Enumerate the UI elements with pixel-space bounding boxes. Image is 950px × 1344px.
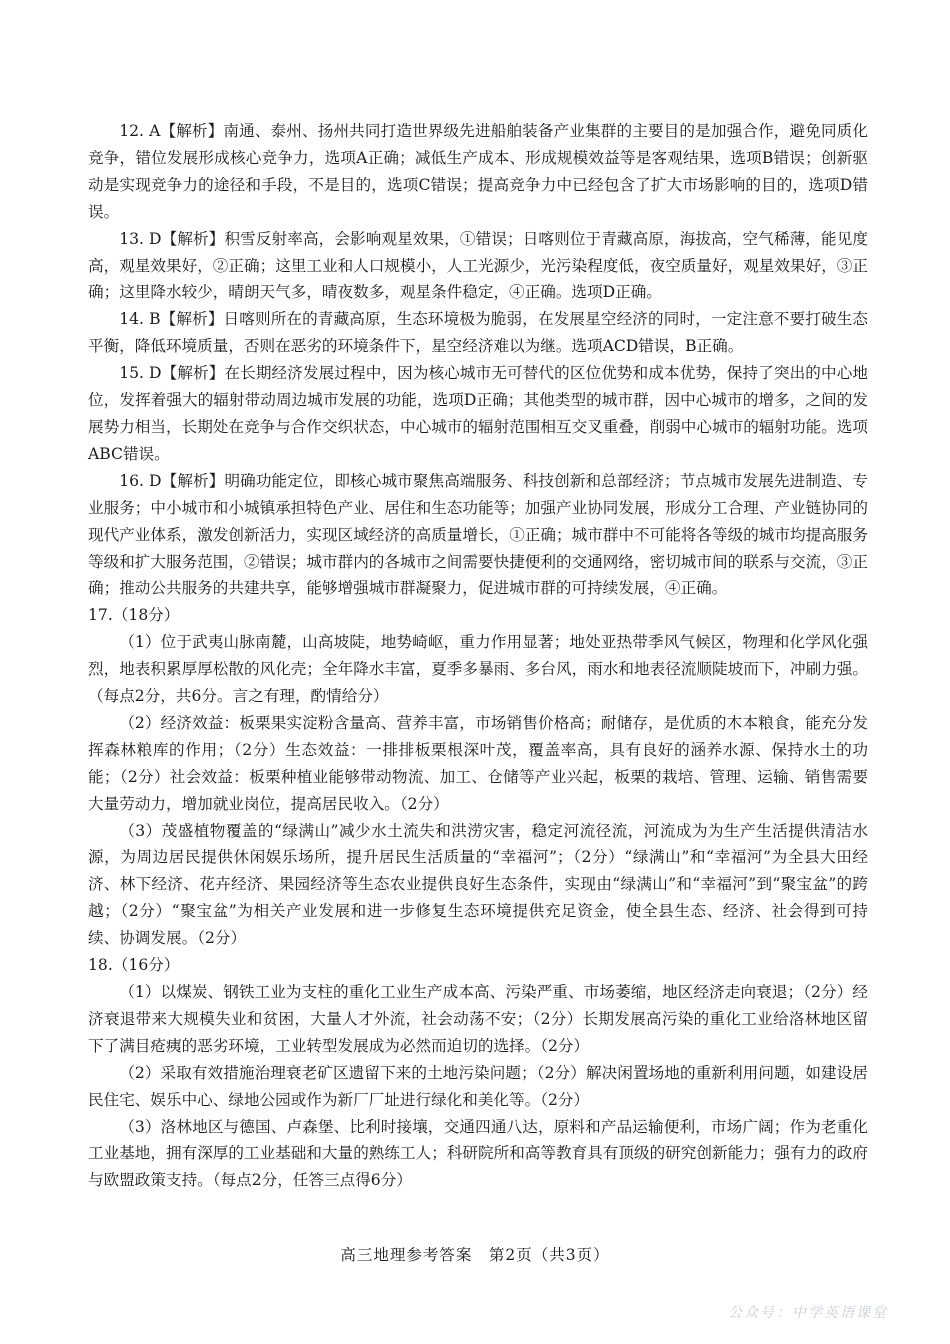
answer-17-part-2: （2）经济效益：板栗果实淀粉含量高、营养丰富，市场销售价格高；耐储存，是优质的木本粮食，能充分发挥森林粮库的作用；（2分）生态效益：一排排板栗根深叶茂，覆盖率高，具有良好的涵养水源、保持水土的功能；（2分）社会效益：板栗种植业能够带动物流、加工、仓储等产业兴起，板栗的栽培、管理、运输、销售需要大量劳动力，增加就业岗位，提高居民收入。（2分） (88, 713, 868, 813)
question-17-heading: 17.（18分） (88, 606, 180, 625)
answer-16: 16. D【解析】明确功能定位，即核心城市聚焦高端服务、科技创新和总部经济；节点城市发展先进制造、专业服务；中小城市和小城镇承担特色产业、居住和生态功能等；加强产业协同发展，形成分工合理、产业链协同的现代产业体系，激发创新活力，实现区域经济的高质量增长，①正确；城市群中不可能将各等级的城市均提高服务等级和扩大服务范围，②错误；城市群内的各城市之间需要快捷便利的交通网络，密切城市间的联系与交流，③正确；推动公共服务的共建共享，能够增强城市群凝聚力，促进城市群的可持续发展，④正确。 (88, 471, 868, 598)
answer-18-part-3: （3）洛林地区与德国、卢森堡、比利时接壤，交通四通八达，原料和产品运输便利，市场广阔；作为老重化工业基地，拥有深厚的工业基础和大量的熟练工人；科研院所和高等教育具有顶级的研究创新能力；强有力的政府与欧盟政策支持。（每点2分，任答三点得6分） (88, 1117, 868, 1190)
answer-13: 13. D【解析】积雪反射率高，会影响观星效果，①错误；日喀则位于青藏高原，海拔高，空气稀薄，能见度高，观星效果好，②正确；这里工业和人口规模小，人工光源少，光污染程度低，夜空质量好，观星效果好，③正确；这里降水较少，晴朗天气多，晴夜数多，观星条件稳定，④正确。选项D正确。 (88, 229, 868, 302)
watermark: 公众号：中学英语课堂 (728, 1305, 888, 1321)
question-18-heading: 18.（16分） (88, 956, 180, 975)
answer-17-part-1: （1）位于武夷山脉南麓，山高坡陡，地势崎岖，重力作用显著；地处亚热带季风气候区，物理和化学风化强烈，地表积累厚厚松散的风化壳；全年降水丰富，夏季多暴雨、多台风，雨水和地表径流顺陡坡而下，冲刷力强。（每点2分，共6分。言之有理，酌情给分） (88, 633, 868, 706)
answer-document (88, 118, 868, 1194)
answer-15: 15. D【解析】在长期经济发展过程中，因为核心城市无可替代的区位优势和成本优势，保持了突出的中心地位，发挥着强大的辐射带动周边城市发展的功能，选项D正确；其他类型的城市群，因中心城市的增多，之间的发展势力相当，长期处在竞争与合作交织状态，中心城市的辐射范围相互交叉重叠，削弱中心城市的辐射功能。选项ABC错误。 (88, 364, 868, 463)
answer-14: 14. B【解析】日喀则所在的青藏高原，生态环境极为脆弱，在发展星空经济的同时，一定注意不要打破生态平衡，降低环境质量，否则在恶劣的环境条件下，星空经济难以为继。选项ACD错误，B正确。 (88, 310, 868, 356)
answer-17-part-3: （3）茂盛植物覆盖的“绿满山”减少水土流失和洪涝灾害，稳定河流径流，河流成为为生产生活提供清洁水源，为周边居民提供休闲娱乐场所，提升居民生活质量的“幸福河”；（2分）“绿满山”和“幸福河”为全县大田经济、林下经济、花卉经济、果园经济等生态农业提供良好生态条件，实现由“绿满山”和“幸福河”到“聚宝盆”的跨越；（2分）“聚宝盆”为相关产业发展和进一步修复生态环境提供充足资金，使全县生态、经济、社会得到可持续、协调发展。（2分） (88, 821, 868, 948)
answer-12: 12. A【解析】南通、泰州、扬州共同打造世界级先进船舶装备产业集群的主要目的是加强合作，避免同质化竞争，错位发展形成核心竞争力，选项A正确；减低生产成本、形成规模效益等是客观结果，选项B错误；创新驱动是实现竞争力的途径和手段，不是目的，选项C错误；提高竞争力中已经包含了扩大市场影响的目的，选项D错误。 (88, 122, 868, 221)
answer-18-part-1: （1）以煤炭、钢铁工业为支柱的重化工业生产成本高、污染严重、市场萎缩，地区经济走向衰退；（2分）经济衰退带来大规模失业和贫困，大量人才外流，社会动荡不安；（2分）长期发展高污染的重化工业给洛林地区留下了满目疮痍的恶劣环境，工业转型发展成为必然而迫切的选择。（2分） (88, 983, 868, 1055)
page-footer: 高三地理参考答案 第2页（共3页） (340, 1246, 610, 1264)
answer-18-part-2: （2）采取有效措施治理衰老矿区遗留下来的土地污染问题；（2分）解决闲置场地的重新利用问题，如建设居民住宅、娱乐中心、绿地公园或作为新厂厂址进行绿化和美化等。（2分） (88, 1063, 868, 1109)
